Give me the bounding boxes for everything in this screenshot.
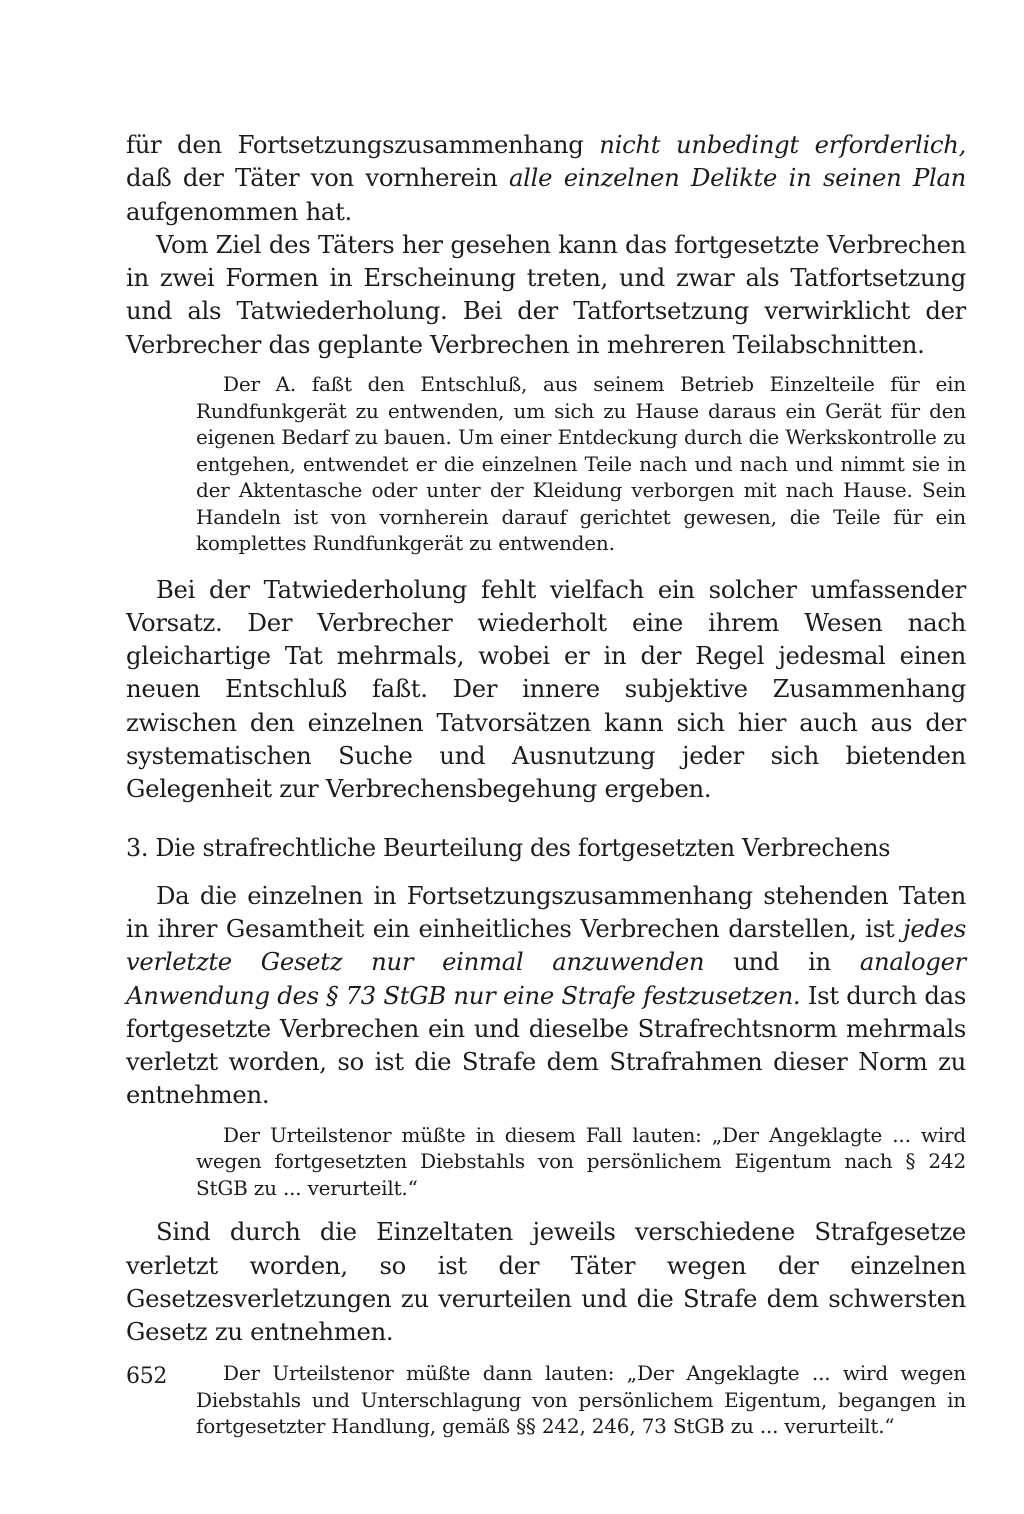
paragraph-repetition [126,573,966,806]
p1-text-2: daß der Täter von vornherein [126,163,509,193]
p4-text-1: Da die einzelnen in Fortsetzungszusammenhang stehenden Taten in ihrer Gesamtheit ein einheitliches Verbrechen darstellen, ist [126,880,966,943]
p4-text-2: und in [704,947,860,977]
ex3-text: Der Urteilstenor müßte dann lauten: „Der Angeklagte ... wird wegen Diebstahls und Unterschlagung von persönlichem Eigentum, begangen in fortgesetzter Handlung, gemäß §§ 242, 246, 73 StGB zu ... verurteilt.“ [196,1361,966,1439]
p1-text-1: für den Fortsetzungszusammenhang [126,130,600,159]
paragraph-assessment [126,879,966,1112]
p4-emphasis-2: analoger Anwendung des § 73 StGB nur eine Strafe festzusetzen. [126,947,966,1010]
ex1-text: Der A. faßt den Entschluß, aus seinem Betrieb Einzelteile für ein Rundfunkgerät zu entwenden, um sich zu Hause daraus ein Gerät für den eigenen Bedarf zu bauen. Um einer Entdeckung durch die Werkskontrolle zu entgehen, entwendet er die einzelnen Teile nach und nach und nimmt sie in der Aktentasche oder unter der Kleidung verborgen mit nach Hause. Sein Handeln ist von vornherein darauf gerichtet gewesen, die Teile für ein komplettes Rundfunkgerät zu entwenden. [196,372,966,556]
p1-text-3: aufgenommen hat. [126,196,352,226]
text-column [126,128,966,1440]
paragraph-forms [126,228,966,361]
p1-emphasis-1: nicht unbedingt erforderlich, [599,130,967,159]
example-verdict-2 [126,1360,966,1440]
p4-emphasis-1: jedes verletzte Gesetz nur einmal anzuwenden [126,913,966,977]
p3-text: Bei der Tatwiederholung fehlt vielfach ein solcher umfassender Vorsatz. Der Verbrecher wiederholt eine ihrem Wesen nach gleichartige Tat mehrmals, wobei er in der Regel jedesmal einen neuen Entschluß faßt. Der innere subjektive Zusammenhang zwischen den einzelnen Tatvorsätzen kann sich hier auch aus der systematischen Suche und Ausnutzung jeder sich bietenden Gelegenheit zur Verbrechensbegehung ergeben. [126,574,966,804]
example-verdict-1 [126,1122,966,1202]
p1-emphasis-2: alle einzelnen Delikte in seinen Plan [508,163,966,193]
ex2-text: Der Urteilstenor müßte in diesem Fall lauten: „Der Angeklagte ... wird wegen fortgesetzten Diebstahls von persönlichem Eigentum nach § 242 StGB zu ... verurteilt.“ [196,1122,966,1200]
paragraph-continuation [126,128,966,228]
p5-text: Sind durch die Einzeltaten jeweils verschiedene Strafgesetze verletzt worden, so ist der Täter wegen der einzelnen Gesetzesverletzungen zu verurteilen und die Strafe dem schwersten Gesetz zu entnehmen. [126,1217,966,1347]
paragraph-different-laws [126,1215,966,1348]
page-number: 652 [126,1364,168,1389]
p2-text: Vom Ziel des Täters her gesehen kann das fortgesetzte Verbrechen in zwei Formen in Erscheinung treten, und zwar als Tatfortsetzung und als Tatwiederholung. Bei der Tatfortsetzung verwirklicht der Verbrecher das geplante Verbrechen in mehreren Teilabschnitten. [126,229,966,359]
section-heading: 3. Die strafrechtliche Beurteilung des fortgesetzten Verbrechens [126,833,891,862]
p4-text-3: Ist durch das fortgesetzte Verbrechen ein und dieselbe Strafrechtsnorm mehrmals verletzt worden, so ist die Strafe dem Strafrahmen dieser Norm zu entnehmen. [126,980,966,1110]
example-radio-theft [126,371,966,557]
